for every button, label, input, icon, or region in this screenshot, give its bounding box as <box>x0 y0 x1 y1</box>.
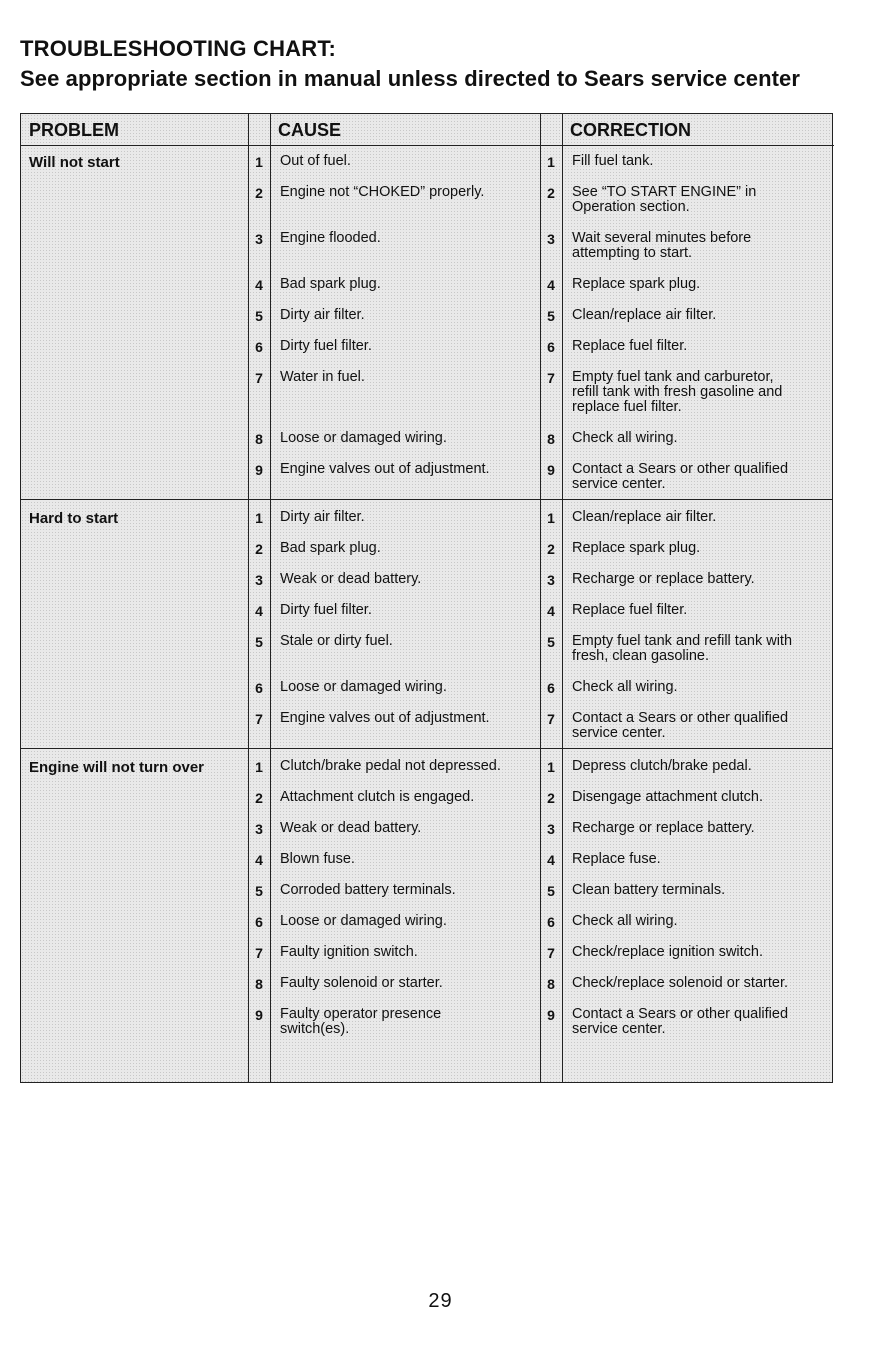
cause-text: Loose or damaged wiring. <box>280 913 447 929</box>
correction-number: 3 <box>547 572 555 588</box>
problem-label: Hard to start <box>29 510 119 527</box>
cause-number: 1 <box>255 154 263 170</box>
cause-number: 2 <box>255 541 263 557</box>
cause-number: 3 <box>255 821 263 837</box>
correction-number: 4 <box>547 603 555 619</box>
cause-number: 9 <box>255 1007 263 1023</box>
cause-number: 8 <box>255 976 263 992</box>
cause-text: Weak or dead battery. <box>280 571 422 587</box>
cause-text: Faulty ignition switch. <box>280 944 418 960</box>
correction-number: 8 <box>547 431 555 447</box>
cause-number: 6 <box>255 914 263 930</box>
correction-text: Empty fuel tank and refill tank with <box>572 633 793 649</box>
correction-text: fresh, clean gasoline. <box>572 648 710 664</box>
cause-number: 5 <box>255 308 263 324</box>
correction-number: 5 <box>547 308 555 324</box>
cause-number: 6 <box>255 339 263 355</box>
cause-text: Loose or damaged wiring. <box>280 679 447 695</box>
cause-number: 2 <box>255 790 263 806</box>
correction-number: 1 <box>547 759 555 775</box>
column-divider <box>562 114 563 1082</box>
cause-text: Engine valves out of adjustment. <box>280 461 490 477</box>
correction-number: 5 <box>547 883 555 899</box>
cause-number: 7 <box>255 370 263 386</box>
cause-text: Bad spark plug. <box>280 276 381 292</box>
column-header-correction: CORRECTION <box>562 114 834 146</box>
cause-text: Clutch/brake pedal not depressed. <box>280 758 501 774</box>
correction-text: Check all wiring. <box>572 679 678 695</box>
correction-text: Recharge or replace battery. <box>572 820 755 836</box>
correction-text: Replace spark plug. <box>572 276 701 292</box>
correction-text: Fill fuel tank. <box>572 153 654 169</box>
cause-text: Bad spark plug. <box>280 540 381 556</box>
cause-text: Water in fuel. <box>280 369 365 385</box>
column-divider <box>270 114 271 1082</box>
correction-text: Check/replace solenoid or starter. <box>572 975 788 991</box>
correction-text: Depress clutch/brake pedal. <box>572 758 752 774</box>
cause-number: 1 <box>255 759 263 775</box>
cause-number: 4 <box>255 603 263 619</box>
column-header-correction-num <box>540 114 562 146</box>
correction-text: Replace fuse. <box>572 851 661 867</box>
cause-text: Dirty fuel filter. <box>280 338 372 354</box>
correction-text: Operation section. <box>572 199 690 215</box>
cause-text: Faulty operator presence <box>280 1006 442 1022</box>
page-number: 29 <box>428 1290 453 1312</box>
correction-number: 6 <box>547 914 555 930</box>
correction-number: 9 <box>547 1007 555 1023</box>
correction-number: 4 <box>547 277 555 293</box>
column-header-cause-num <box>248 114 270 146</box>
correction-number: 1 <box>547 510 555 526</box>
cause-number: 8 <box>255 431 263 447</box>
correction-number: 2 <box>547 541 555 557</box>
correction-text: Wait several minutes before <box>572 230 752 246</box>
correction-number: 1 <box>547 154 555 170</box>
correction-text: Contact a Sears or other qualified <box>572 1006 789 1022</box>
correction-number: 5 <box>547 634 555 650</box>
column-header-problem: PROBLEM <box>21 114 248 146</box>
correction-text: Clean/replace air filter. <box>572 509 717 525</box>
cause-number: 4 <box>255 277 263 293</box>
cause-number: 2 <box>255 185 263 201</box>
correction-text: service center. <box>572 1021 666 1037</box>
cause-text: Dirty air filter. <box>280 307 365 323</box>
correction-number: 8 <box>547 976 555 992</box>
correction-text: See “TO START ENGINE” in <box>572 184 757 200</box>
correction-text: Contact a Sears or other qualified <box>572 710 789 726</box>
cause-text: Engine not “CHOKED” properly. <box>280 184 485 200</box>
correction-text: service center. <box>572 725 666 741</box>
correction-text: service center. <box>572 476 666 492</box>
cause-text: Dirty fuel filter. <box>280 602 372 618</box>
correction-text: Contact a Sears or other qualified <box>572 461 789 477</box>
correction-number: 6 <box>547 339 555 355</box>
cause-number: 4 <box>255 852 263 868</box>
correction-text: Empty fuel tank and carburetor, <box>572 369 774 385</box>
cause-number: 6 <box>255 680 263 696</box>
cause-text: Faulty solenoid or starter. <box>280 975 443 991</box>
cause-number: 5 <box>255 883 263 899</box>
correction-text: refill tank with fresh gasoline and <box>572 384 783 400</box>
cause-number: 3 <box>255 231 263 247</box>
problem-label: Will not start <box>29 154 120 171</box>
cause-number: 7 <box>255 711 263 727</box>
problem-label: Engine will not turn over <box>29 759 205 776</box>
correction-number: 6 <box>547 680 555 696</box>
correction-text: Clean battery terminals. <box>572 882 726 898</box>
group-divider <box>21 499 832 500</box>
cause-number: 7 <box>255 945 263 961</box>
correction-text: Replace spark plug. <box>572 540 701 556</box>
cause-number: 1 <box>255 510 263 526</box>
correction-text: Recharge or replace battery. <box>572 571 755 587</box>
cause-number: 3 <box>255 572 263 588</box>
cause-text: Corroded battery terminals. <box>280 882 456 898</box>
cause-text: Out of fuel. <box>280 153 351 169</box>
cause-text: Engine flooded. <box>280 230 381 246</box>
cause-text: Weak or dead battery. <box>280 820 422 836</box>
cause-text: Blown fuse. <box>280 851 355 867</box>
correction-text: Replace fuel filter. <box>572 338 688 354</box>
cause-text: Engine valves out of adjustment. <box>280 710 490 726</box>
chart-subtitle: See appropriate section in manual unless directed to Sears service center <box>20 66 801 91</box>
cause-number: 5 <box>255 634 263 650</box>
correction-number: 2 <box>547 790 555 806</box>
cause-text: Attachment clutch is engaged. <box>280 789 475 805</box>
column-divider <box>248 114 249 1082</box>
chart-title: TROUBLESHOOTING CHART: <box>20 36 337 61</box>
correction-number: 2 <box>547 185 555 201</box>
cause-text: switch(es). <box>280 1021 350 1037</box>
cause-text: Dirty air filter. <box>280 509 365 525</box>
correction-text: Disengage attachment clutch. <box>572 789 764 805</box>
correction-text: attempting to start. <box>572 245 693 261</box>
chart-heading <box>20 36 870 92</box>
correction-text: Check all wiring. <box>572 913 678 929</box>
correction-number: 7 <box>547 711 555 727</box>
troubleshooting-table <box>20 113 833 1083</box>
correction-text: Check all wiring. <box>572 430 678 446</box>
correction-text: Check/replace ignition switch. <box>572 944 764 960</box>
column-divider <box>540 114 541 1082</box>
correction-number: 4 <box>547 852 555 868</box>
correction-text: Clean/replace air filter. <box>572 307 717 323</box>
correction-number: 7 <box>547 945 555 961</box>
correction-number: 9 <box>547 462 555 478</box>
cause-number: 9 <box>255 462 263 478</box>
cause-text: Stale or dirty fuel. <box>280 633 393 649</box>
correction-number: 7 <box>547 370 555 386</box>
group-divider <box>21 748 832 749</box>
correction-number: 3 <box>547 231 555 247</box>
column-header-cause: CAUSE <box>270 114 540 146</box>
correction-text: replace fuel filter. <box>572 399 682 415</box>
correction-text: Replace fuel filter. <box>572 602 688 618</box>
correction-number: 3 <box>547 821 555 837</box>
cause-text: Loose or damaged wiring. <box>280 430 447 446</box>
